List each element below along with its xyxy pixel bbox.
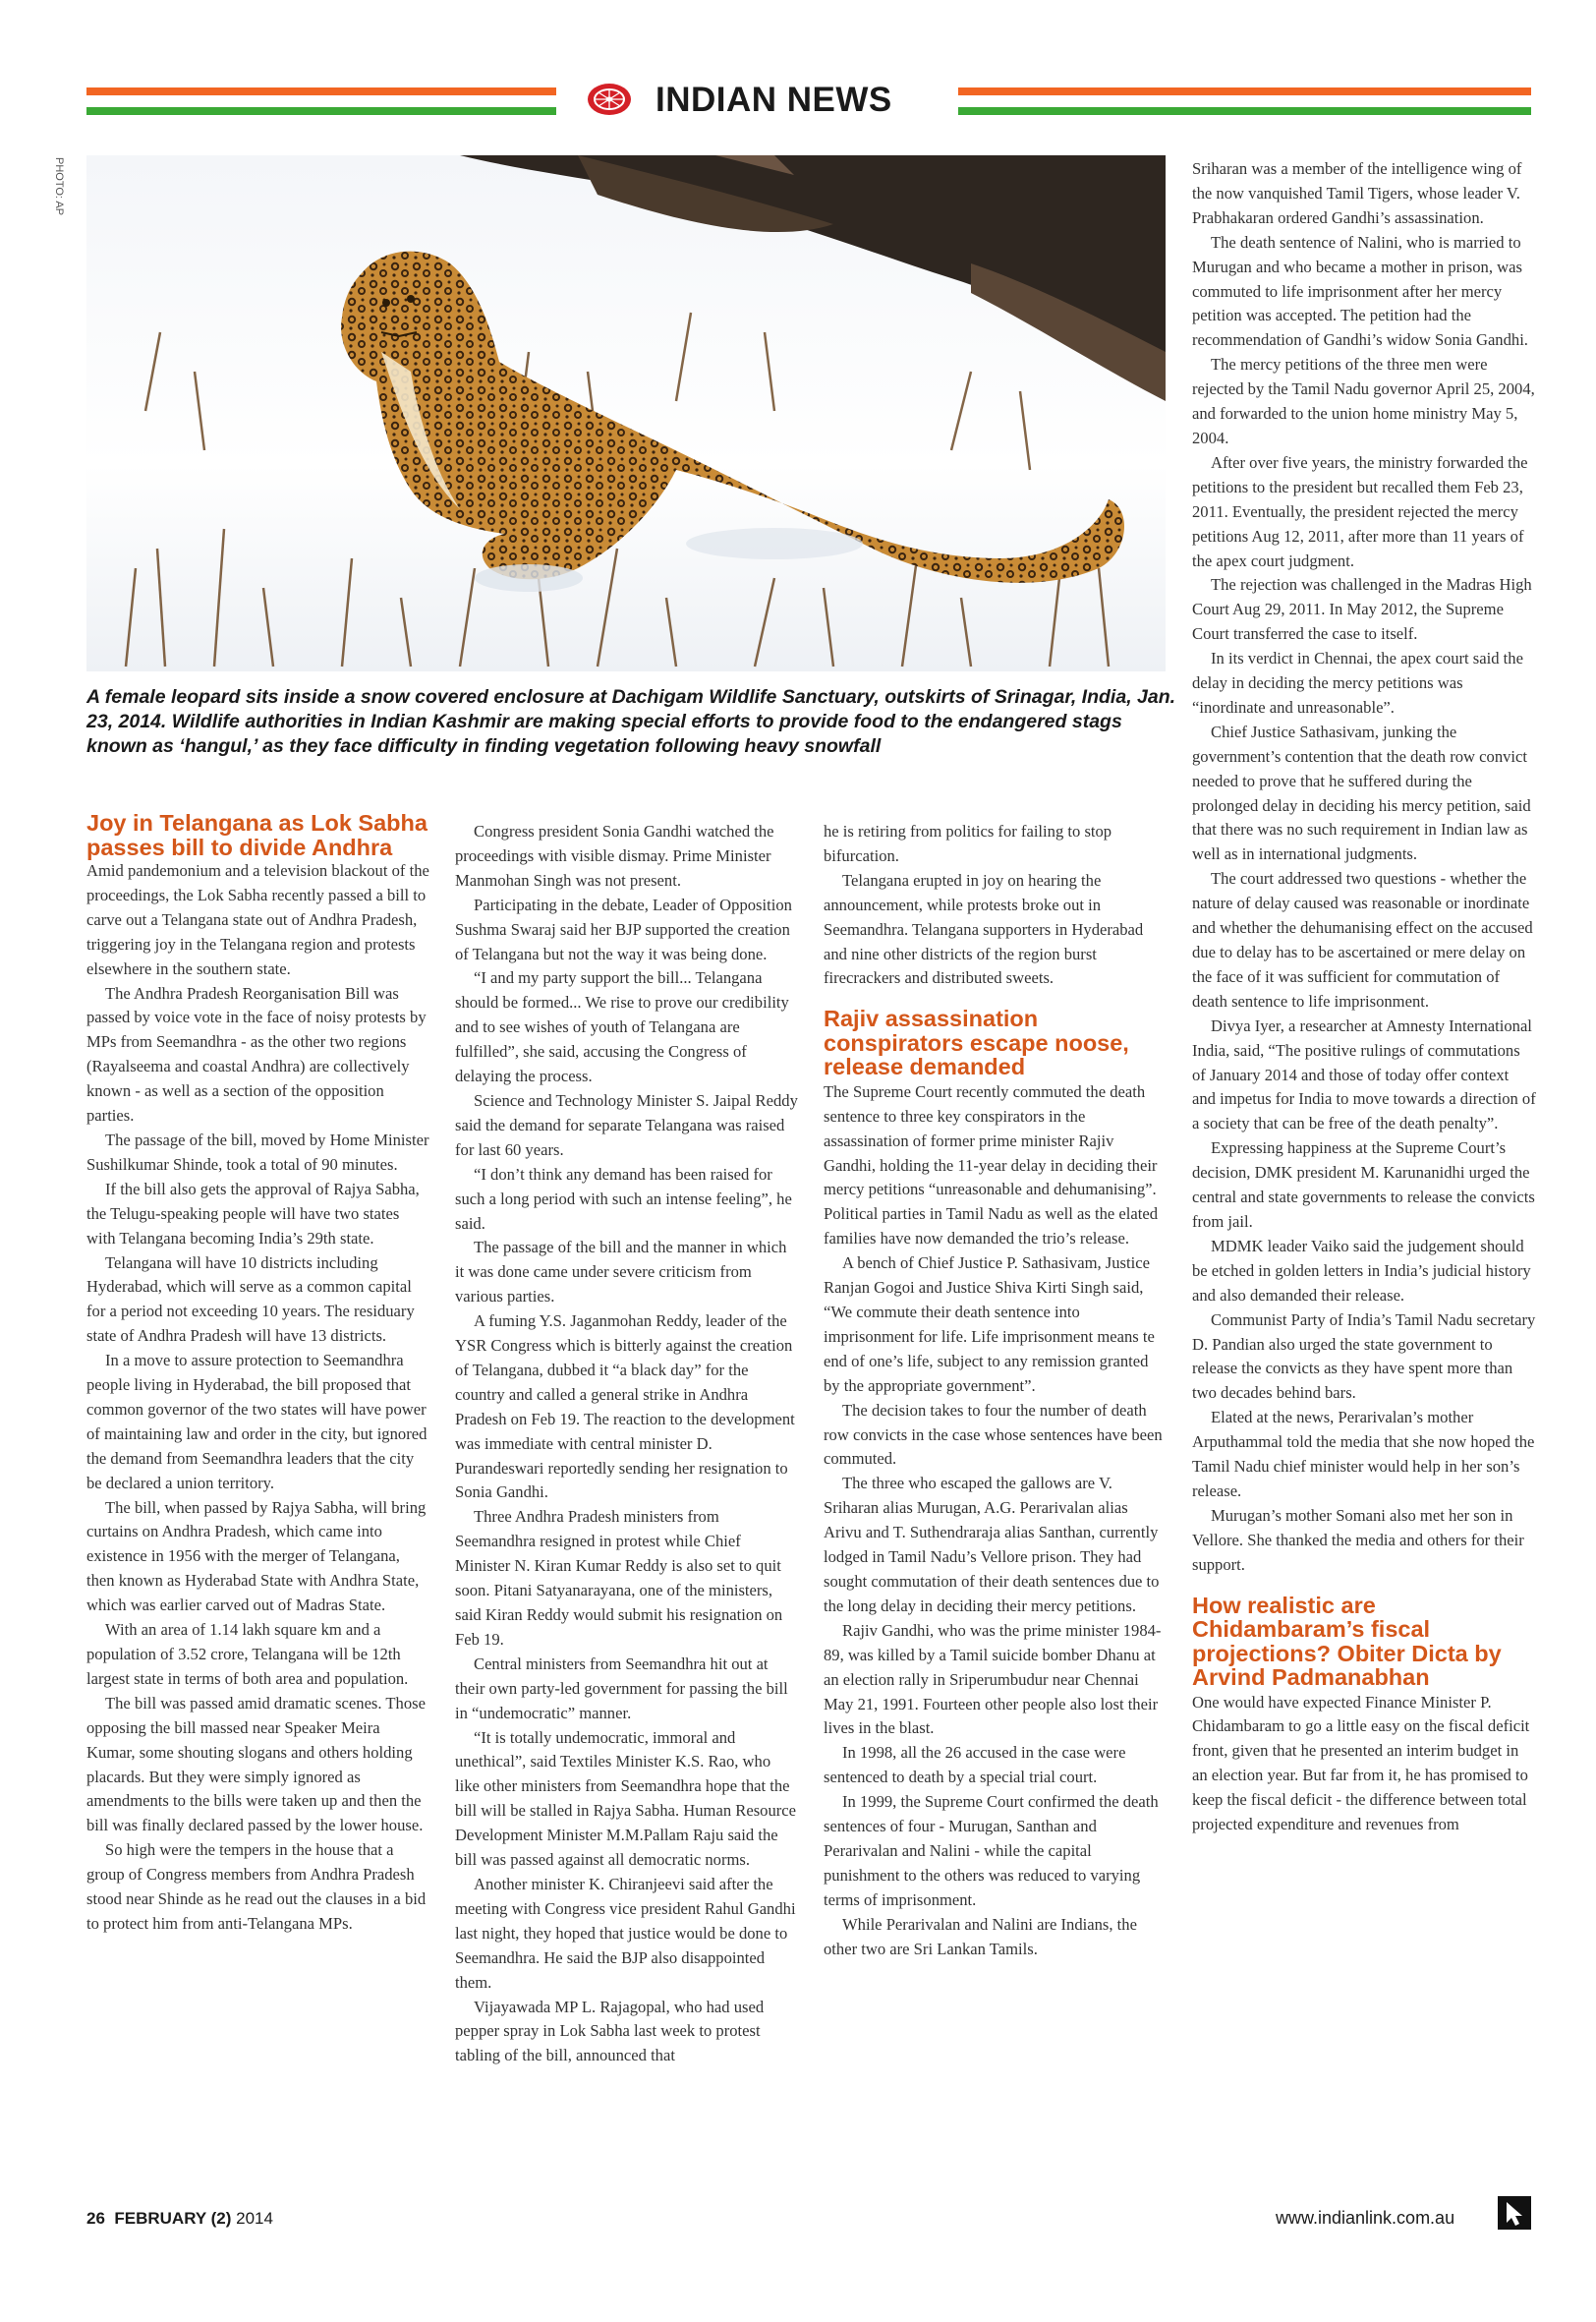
photo-caption: A female leopard sits inside a snow covered enclosure at Dachigam Wildlife Sanctuary, outskirts of Srinagar, India, Jan. 23, 2014. Wildlife authorities in Indian Kashmir are making special efforts to provide food to the endangered stags known as ‘hangul,’ as they face difficulty in finding vegetation following heavy snowfall	[86, 686, 1176, 757]
article-title-chidambaram: How realistic are Chidambaram’s fiscal projections? Obiter Dicta by Arvind Padmanabhan	[1192, 1592, 1502, 1691]
photo-credit: PHOTO: AP	[53, 157, 65, 216]
article-paragraph: The three who escaped the gallows are V. Sriharan alias Murugan, A.G. Perarivalan alias Arivu and T. Suthendraraja alias Santhan, currently lodged in Tamil Nadu’s Vellore prison. They had sought commutation of their death sentences due to the long delay in deciding their mercy petitions.	[824, 1474, 1160, 1615]
website-link[interactable]: www.indianlink.com.au	[1276, 2208, 1455, 2228]
article-title-rajiv: Rajiv assassination conspirators escape noose, release demanded	[824, 1006, 1129, 1080]
article-paragraph: So high were the tempers in the house that a group of Congress members from Andhra Pradesh stood near Shinde as he read out the clauses in a bid to protect him from anti-Telangana MPs.	[86, 1840, 427, 1933]
article-paragraph: Communist Party of India’s Tamil Nadu secretary D. Pandian also urged the state government to release the convicts as they have spent more than two decades behind bars.	[1192, 1309, 1536, 1403]
article-paragraph: One would have expected Finance Minister P. Chidambaram to go a little easy on the fiscal deficit front, given that he presented an interim budget in an election year. But far from it, he has promised to keep the fiscal deficit - the difference between total projected expenditure and revenues from	[1192, 1692, 1530, 1834]
issue-label: FEBRUARY (2)	[114, 2209, 232, 2228]
article-paragraph: MDMK leader Vaiko said the judgement should be etched in golden letters in India’s judicial history and also demanded their release.	[1192, 1236, 1531, 1305]
article-paragraph: Three Andhra Pradesh ministers from Seemandhra resigned in protest while Chief Minister N. Kiran Kumar Reddy is also set to quit soon. Pitani Satyanarayana, one of the ministers, said Kiran Reddy would submit his resignation on Feb 19.	[455, 1507, 783, 1649]
article-paragraph: After over five years, the ministry forwarded the petitions to the president but recalled them Feb 23, 2011. Eventually, the president rejected the mercy petitions Aug 12, 2011, after more than 11 years of the apex court judgment.	[1192, 452, 1528, 570]
article-paragraph: With an area of 1.14 lakh square km and a population of 3.52 crore, Telangana will be 12th largest state in terms of both area and population.	[86, 1620, 409, 1688]
article-paragraph: Central ministers from Seemandhra hit out at their own party-led government for passing the bill in “undemocratic” manner.	[455, 1654, 788, 1722]
article-paragraph: The decision takes to four the number of death row convicts in the case whose sentences have been commuted.	[824, 1400, 1163, 1469]
article-paragraph: Rajiv Gandhi, who was the prime minister 1984-89, was killed by a Tamil suicide bomber Dhanu at an election rally in Sriperumbudur near Chennai May 21, 1991. Fourteen other people also lost their lives in the blast.	[824, 1620, 1162, 1738]
article-paragraph: The passage of the bill and the manner in which it was done came under severe criticism from various parties.	[455, 1238, 787, 1306]
article-paragraph: Vijayawada MP L. Rajagopal, who had used pepper spray in Lok Sabha last week to protest tabling of the bill, announced that	[455, 1997, 765, 2065]
article-paragraph: he is retiring from politics for failing to stop bifurcation.	[824, 822, 1112, 865]
article-paragraph: The Supreme Court recently commuted the death sentence to three key conspirators in the assassination of former prime minister Rajiv Gandhi, holding the 11-year delay in deciding their mercy petitions “unreasonable and dehumanising”. Political parties in Tamil Nadu as well as the elated families have now demanded the trio’s release.	[824, 1081, 1158, 1248]
article-paragraph: While Perarivalan and Nalini are Indians, the other two are Sri Lankan Tamils.	[824, 1914, 1137, 1958]
article-paragraph: In its verdict in Chennai, the apex court said the delay in deciding the mercy petitions was “inordinate and unreasonable”.	[1192, 649, 1523, 717]
header-stripe-saffron-right	[958, 87, 1531, 95]
leopard-photo	[86, 155, 1166, 671]
footer-page-info	[86, 2209, 273, 2229]
article-paragraph: Science and Technology Minister S. Jaipal Reddy said the demand for separate Telangana was raised for last 60 years.	[455, 1090, 798, 1159]
header-stripe-green-right	[958, 107, 1531, 115]
article-paragraph: Telangana will have 10 districts including Hyderabad, which will serve as a common capital for a period not exceeding 10 years. The residuary state of Andhra Pradesh will have 13 districts.	[86, 1252, 415, 1346]
article-paragraph: The bill, when passed by Rajya Sabha, will bring curtains on Andhra Pradesh, which came into existence in 1956 with the merger of Telangana, then known as Hyderabad State with Andhra State, which was earlier carved out of Madras State.	[86, 1497, 427, 1615]
article-paragraph: “I don’t think any demand has been raised for such a long period with such an intense feeling”, he said.	[455, 1164, 792, 1233]
article-column-1	[86, 811, 430, 1937]
header-stripe-green-left	[86, 107, 556, 115]
article-paragraph: The rejection was challenged in the Madras High Court Aug 29, 2011. In May 2012, the Supreme Court transferred the case to itself.	[1192, 575, 1532, 644]
article-paragraph: The mercy petitions of the three men were rejected by the Tamil Nadu governor April 25, 2004, and forwarded to the union home ministry May 5, 2004.	[1192, 355, 1535, 447]
article-paragraph: Congress president Sonia Gandhi watched the proceedings with visible dismay. Prime Minister Manmohan Singh was not present.	[455, 822, 774, 890]
article-paragraph: Murugan’s mother Somani also met her son in Vellore. She thanked the media and others for their support.	[1192, 1505, 1524, 1574]
article-paragraph: Sriharan was a member of the intelligence wing of the now vanquished Tamil Tigers, whose leader V. Prabhakaran ordered Gandhi’s assassination.	[1192, 159, 1522, 227]
section-title: INDIAN NEWS	[656, 81, 892, 119]
article-column-3	[824, 820, 1168, 1961]
article-paragraph: The court addressed two questions - whether the nature of delay caused was reasonable or inordinate and whether the dehumanising effect on the accused due to delay has to be ascertained or mere delay on the face of it was sufficient for commutation of death sentence to life imprisonment.	[1192, 869, 1533, 1011]
article-paragraph: If the bill also gets the approval of Rajya Sabha, the Telugu-speaking people will have two states with Telangana becoming India’s 29th state.	[86, 1179, 420, 1248]
chakra-logo-icon	[586, 83, 633, 116]
issue-year: 2014	[236, 2209, 273, 2228]
article-paragraph: Divya Iyer, a researcher at Amnesty International India, said, “The positive rulings of commutations of January 2014 and those of today offer context and impetus for India to move towards a direction of a society that can be free of the death penalty”.	[1192, 1016, 1536, 1133]
cursor-arrow-icon	[1498, 2196, 1531, 2230]
article-paragraph: The bill was passed amid dramatic scenes. Those opposing the bill massed near Speaker Meira Kumar, some shouting slogans and others holding placards. But they were simply ignored as amendments to the bills were taken up and then the bill was finally declared passed by the lower house.	[86, 1693, 426, 1835]
article-paragraph: Participating in the debate, Leader of Opposition Sushma Swaraj said her BJP supported the creation of Telangana but not the way it was being done.	[455, 895, 792, 963]
article-paragraph: A bench of Chief Justice P. Sathasivam, Justice Ranjan Gogoi and Justice Shiva Kirti Singh said, “We commute their death sentence into imprisonment for life. Life imprisonment means te end of one’s life, subject to any remission granted by the appropriate government”.	[824, 1253, 1155, 1395]
article-paragraph: Elated at the news, Perarivalan’s mother Arputhammal told the media that she now hoped the Tamil Nadu chief minister would help in her son’s release.	[1192, 1408, 1535, 1500]
header-stripe-saffron-left	[86, 87, 556, 95]
article-paragraph: Amid pandemonium and a television blackout of the proceedings, the Lok Sabha recently passed a bill to carve out a Telangana state out of Andhra Pradesh, triggering joy in the Telangana region and protests elsewhere in the southern state.	[86, 861, 429, 978]
article-paragraph: The death sentence of Nalini, who is married to Murugan and who became a mother in prison, was commuted to life imprisonment after her mercy petition was accepted. The petition had the recommendation of Gandhi’s widow Sonia Gandhi.	[1192, 232, 1528, 350]
article-paragraph: “It is totally undemocratic, immoral and unethical”, said Textiles Minister K.S. Rao, who like other ministers from Seemandhra hope that the bill will be stalled in Rajya Sabha. Human Resource Development Minister M.M.Pallam Raju said the bill was passed against all democratic norms.	[455, 1727, 797, 1870]
article-column-4	[1192, 157, 1536, 1837]
article-paragraph: The passage of the bill, moved by Home Minister Sushilkumar Shinde, took a total of 90 minutes.	[86, 1130, 429, 1174]
article-paragraph: Another minister K. Chiranjeevi said after the meeting with Congress vice president Rahul Gandhi last night, they hoped that justice would be done to Seemandhra. He said the BJP also disappointed them.	[455, 1874, 796, 1992]
article-paragraph: “I and my party support the bill... Telangana should be formed... We rise to prove our credibility and to see wishes of youth of Telangana are fulfilled”, she said, accusing the Congress of delaying the process.	[455, 968, 789, 1086]
page-number: 26	[86, 2209, 105, 2228]
article-paragraph: Chief Justice Sathasivam, junking the government’s contention that the death row convict needed to prove that he suffered during the prolonged delay in deciding his mercy petition, said that there was no such requirement in Indian law as well as in international judgments.	[1192, 722, 1531, 864]
article-column-2	[455, 820, 799, 2068]
article-paragraph: Telangana erupted in joy on hearing the announcement, while protests broke out in Seemandhra. Telangana supporters in Hyderabad and nine other districts of the region burst firecrackers and distributed sweets.	[824, 870, 1144, 988]
article-paragraph: Expressing happiness at the Supreme Court’s decision, DMK president M. Karunanidhi urged the central and state governments to release the convicts from jail.	[1192, 1138, 1535, 1231]
article-paragraph: A fuming Y.S. Jaganmohan Reddy, leader of the YSR Congress which is bitterly against the creation of Telangana, dubbed it “a black day” for the country and called a general strike in Andhra Pradesh on Feb 19. The reaction to the development was immediate with central minister D. Purandeswari reportedly sending her resignation to Sonia Gandhi.	[455, 1311, 795, 1502]
article-title-telangana: Joy in Telangana as Lok Sabha passes bill to divide Andhra	[86, 810, 428, 860]
article-paragraph: In 1998, all the 26 accused in the case were sentenced to death by a special trial court.	[824, 1743, 1126, 1787]
article-paragraph: The Andhra Pradesh Reorganisation Bill was passed by voice vote in the face of noisy protests by MPs from Seemandhra - as the other two regions (Rayalseema and coastal Andhra) are collectively known - as well as a section of the opposition parties.	[86, 983, 427, 1126]
article-paragraph: In a move to assure protection to Seemandhra people living in Hyderabad, the bill proposed that common governor of the two states will have power of maintaining law and order in the city, but ignored the demand from Seemandhra leaders that the city be declared a union territory.	[86, 1351, 428, 1492]
article-paragraph: In 1999, the Supreme Court confirmed the death sentences of four - Murugan, Santhan and Perarivalan and Nalini - while the capital punishment to the others was reduced to varying terms of imprisonment.	[824, 1792, 1159, 1909]
